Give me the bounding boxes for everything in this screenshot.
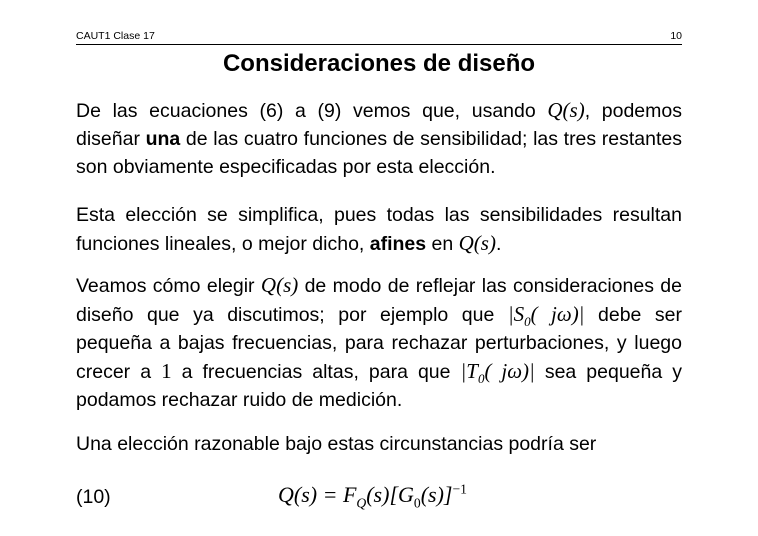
text: Veamos cómo elegir <box>76 275 261 297</box>
paragraph-4: Una elección razonable bajo estas circunstancias podría ser <box>76 433 597 455</box>
text: Esta elección se simplifica, pues todas las sensibilidades resultan funciones lineales, o mejor dicho, <box>76 204 682 255</box>
math-one: 1 <box>161 359 172 383</box>
bold-text: afines <box>369 233 427 255</box>
math-abs-S0: $|S_0$( jω)| <box>507 302 585 330</box>
text: de modo de reflejar las consideraciones de diseño que ya discutimos; por ejemplo que <box>76 275 682 326</box>
math-Q-of-s: Q(s) <box>260 273 299 297</box>
equation-10 <box>76 478 682 518</box>
equation-formula: $Q(s) = F_Q(s)[G_0(s)]^{-1}$ <box>278 481 467 511</box>
text: a frecuencias altas, para que <box>171 361 461 383</box>
paragraph-3 <box>76 271 682 414</box>
paragraph-1 <box>76 96 682 181</box>
math-abs-T0: $|T_0$( jω)| <box>460 359 535 387</box>
text: . <box>495 233 502 255</box>
header-divider <box>76 44 682 45</box>
text: sea pequeña y podamos rechazar ruido de medición. <box>76 361 683 411</box>
math-Q-of-s: Q(s) <box>458 231 496 255</box>
course-label: CAUT1 Clase 17 <box>76 30 155 42</box>
text: , podemos diseñar <box>76 100 682 150</box>
equation-number: (10) <box>76 486 111 508</box>
page-number: 10 <box>670 30 682 42</box>
paragraph-2 <box>76 201 682 258</box>
text: en <box>426 233 459 255</box>
text: debe ser pequeña a bajas frecuencias, para rechazar perturbaciones, y luego crecer a <box>76 304 683 383</box>
math-Q-of-s: Q(s) <box>547 98 585 122</box>
page-title: Consideraciones de diseño <box>222 50 536 77</box>
bold-text: una <box>145 128 181 150</box>
text: de las cuatro funciones de sensibilidad; las tres restantes son obviamente especificadas por esta elección. <box>76 128 683 178</box>
text: De las ecuaciones (6) a (9) vemos que, usando <box>76 100 548 122</box>
